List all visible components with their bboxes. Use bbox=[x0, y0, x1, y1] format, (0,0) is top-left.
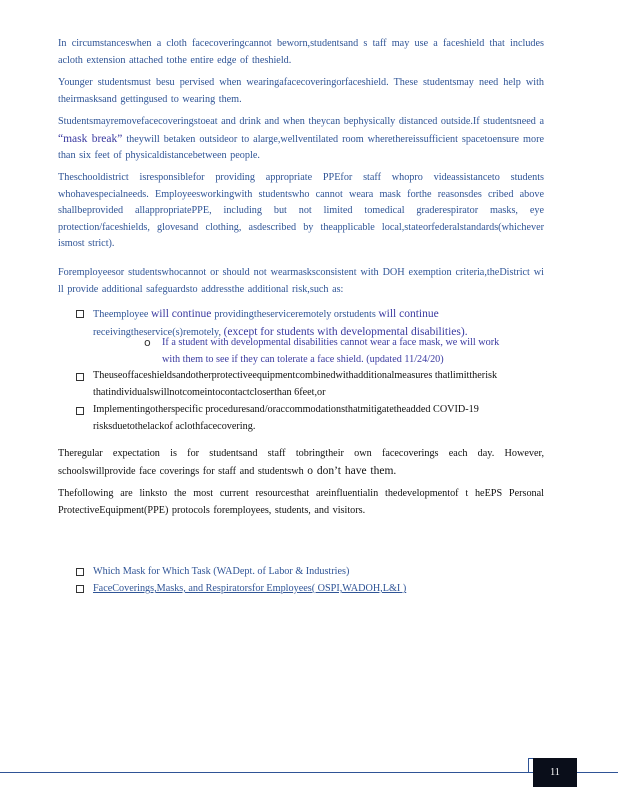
paragraph-younger-students bbox=[58, 75, 544, 108]
paragraph-mask-break bbox=[58, 114, 544, 165]
bullet-item-face-shields bbox=[93, 368, 515, 401]
bullet-emphasis: will continue bbox=[151, 308, 215, 320]
paragraph-resource-links-intro bbox=[58, 486, 544, 519]
page-number: 11 bbox=[550, 767, 560, 778]
bullet-marker-icon bbox=[76, 407, 84, 415]
link-which-mask[interactable] bbox=[93, 564, 515, 581]
paragraph-text: Theregular expectation is for studentsand staff tobringtheir own facecoverings each day. However, schoolswillprovide face coverings for staff and studentswh bbox=[58, 448, 544, 477]
paragraph-text: Thefollowing are linksto the most current resourcesthat areinfluentialin thedevelopmentof t heEPS Personal ProtectiveEquipment(PPE) protocols foremployees, students, and visitors. bbox=[58, 488, 544, 516]
paragraph-text: Theschooldistrict isresponsiblefor providing appropriate PPEfor staff whopro videassistanceto students whohavespecialneeds. Employeesworkingwith studentswho cannot weara mask forthe reasonsdes cribed above shallbeprovided allappropriatePPE, including but not limited tomedical graderespirator masks, eye protection/faceshields, glovesand clothing, asdescribed by theapplicable local,stateorfederalstandards(whichever ismost strict). bbox=[58, 172, 544, 249]
mask-break-emphasis: “mask break” bbox=[58, 132, 123, 145]
bullet-text: receivingtheservice(s)remotely, bbox=[93, 326, 224, 338]
paragraph-emphasis: o don’t have them. bbox=[307, 464, 397, 477]
bullet-item-procedures bbox=[93, 402, 515, 435]
link-face-coverings[interactable] bbox=[93, 581, 473, 598]
bullet-marker-icon bbox=[76, 310, 84, 318]
paragraph-district-ppe bbox=[58, 170, 544, 253]
paragraph-face-shield bbox=[58, 36, 544, 69]
bullet-emphasis: will continue bbox=[378, 308, 439, 320]
link-text[interactable]: FaceCoverings,Masks, and Respiratorsfor Employees( OSPI,WADOH,L&I ) bbox=[93, 583, 407, 594]
link-text[interactable]: Which Mask for Which Task (WADept. of Labor & Industries) bbox=[93, 566, 350, 577]
paragraph-text: Younger studentsmust besu pervised when wearingafacecoveringorfaceshield. These studentsmay need help with theirmasksand gettingused to wearing them. bbox=[58, 77, 544, 105]
sub-bullet-marker-icon: o bbox=[144, 336, 151, 349]
bullet-text: Theuseoffaceshieldsandotherprotectiveequipmentcombinedwithadditionalmeasures thatlimittherisk thatindividualswillnotcomeintocontactcloserthan 6feet,or bbox=[93, 370, 498, 398]
paragraph-exemptions bbox=[58, 265, 544, 298]
bullet-marker-icon bbox=[76, 373, 84, 381]
bullet-emphasis: (except for students with developmental disabilities). bbox=[223, 325, 468, 338]
bullet-marker-icon bbox=[76, 568, 84, 576]
paragraph-text: Foremployeesor studentswhocannot or should not wearmasksconsistent with DOH exemption criteria,theDistrict wi ll provide additional safeguardsto addressthe additional risk,such as: bbox=[58, 267, 544, 295]
paragraph-text: theywill betaken outsideor to alarge,wellventilated room wherethereissufficient spacetoensure more than six feet of physicaldistancebetween people. bbox=[58, 133, 544, 161]
bullet-text: Theemployee bbox=[93, 309, 151, 320]
bullet-text: Implementingotherspecific proceduresand/oraccommodationsthatmitigatetheadded COVID-19 risksduetothelackof aclothfacecovering. bbox=[93, 404, 479, 432]
paragraph-text: In circumstanceswhen a cloth facecoveringcannot beworn,studentsand s taff may use a faceshield that includes acloth extension attached tothe entire edge of theshield. bbox=[58, 38, 544, 66]
paragraph-regular-expectation bbox=[58, 446, 544, 480]
sub-bullet-face-shield bbox=[162, 335, 514, 368]
page-number-box bbox=[533, 758, 577, 787]
footer-rule bbox=[0, 772, 618, 773]
bullet-text: providingtheserviceremotely orstudents bbox=[214, 309, 379, 320]
bullet-marker-icon bbox=[76, 585, 84, 593]
sub-bullet-text: If a student with developmental disabilities cannot wear a face mask, we will work with them to see if they can tolerate a face shield. (updated 11/24/20) bbox=[162, 337, 500, 365]
paragraph-text: Studentsmayremovefacecoveringstoeat and drink and when theycan bephysically distanced outside.If studentsneed a bbox=[58, 116, 544, 127]
